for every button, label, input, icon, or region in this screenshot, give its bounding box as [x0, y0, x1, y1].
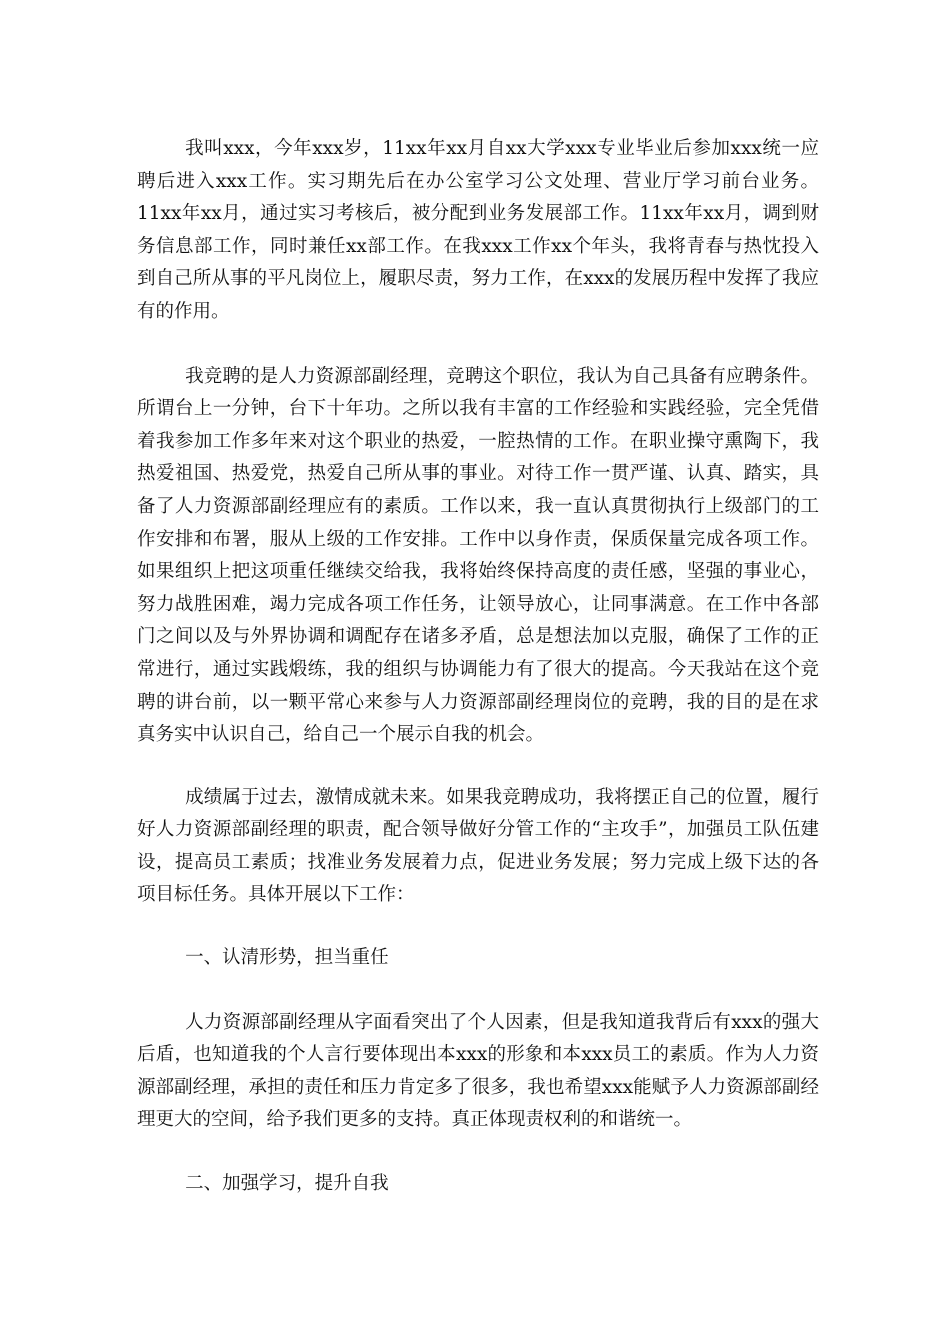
document-body: [137, 133, 819, 1201]
paragraph-plan: 成绩属于过去，激情成就未来。如果我竞聘成功，我将摆正自己的位置，履行好人力资源部副经理的职责，配合领导做好分管工作的“主攻手”，加强员工队伍建设，提高员工素质；找准业务发展着力点，促进业务发展；努力完成上级下达的各项目标任务。具体开展以下工作：: [137, 786, 819, 906]
paragraph-responsibility: 人力资源部副经理从字面看突出了个人因素，但是我知道我背后有xxx的强大后盾，也知道我的个人言行要体现出本xxx的形象和本xxx员工的素质。作为人力资源部副经理，承担的责任和压力肯定多了很多，我也希望xxx能赋予人力资源部副经理更大的空间，给予我们更多的支持。真正体现责权利的和谐统一。: [137, 1011, 819, 1131]
paragraph-introduction: 我叫xxx，今年xxx岁，11xx年xx月自xx大学xxx专业毕业后参加xxx统一应聘后进入xxx工作。实习期先后在办公室学习公文处理、营业厅学习前台业务。11xx年xx月，通过实习考核后，被分配到业务发展部工作。11xx年xx月，调到财务信息部工作，同时兼任xx部工作。在我xxx工作xx个年头，我将青春与热忱投入到自己所从事的平凡岗位上，履职尽责，努力工作，在xxx的发展历程中发挥了我应有的作用。: [137, 138, 819, 322]
section-heading-1: 一、认清形势，担当重任: [185, 947, 389, 969]
paragraph-qualifications: 我竞聘的是人力资源部副经理，竞聘这个职位，我认为自己具备有应聘条件。所谓台上一分钟，台下十年功。之所以我有丰富的工作经验和实践经验，完全凭借着我参加工作多年来对这个职业的热爱，一腔热情的工作。在职业操守熏陶下，我热爱祖国、热爱党，热爱自己所从事的事业。对待工作一贯严谨、认真、踏实，具备了人力资源部副经理应有的素质。工作以来，我一直认真贯彻执行上级部门的工作安排和布署，服从上级的工作安排。工作中以身作责，保质保量完成各项工作。如果组织上把这项重任继续交给我，我将始终保持高度的责任感，坚强的事业心，努力战胜困难，竭力完成各项工作任务，让领导放心，让同事满意。在工作中各部门之间以及与外界协调和调配存在诸多矛盾，总是想法加以克服，确保了工作的正常进行，通过实践煅练，我的组织与协调能力有了很大的提高。今天我站在这个竞聘的讲台前，以一颗平常心来参与人力资源部副经理岗位的竞聘，我的目的是在求真务实中认识自己，给自己一个展示自我的机会。: [137, 365, 819, 746]
section-heading-2: 二、加强学习，提升自我: [185, 1173, 389, 1195]
